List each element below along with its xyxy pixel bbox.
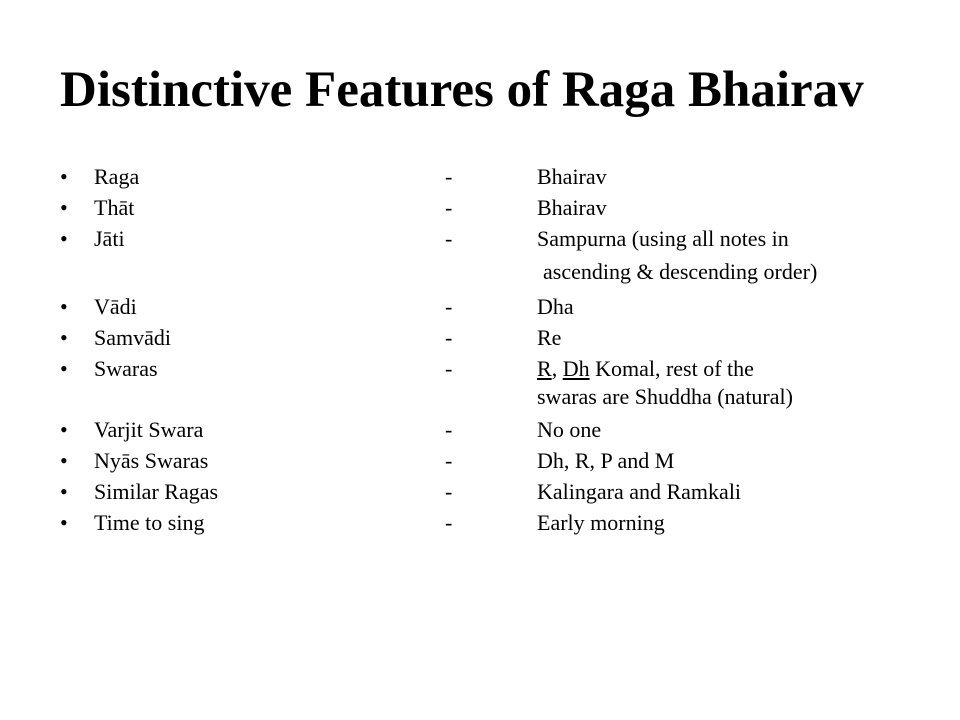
separator-dash: - — [445, 195, 453, 220]
separator-dash: - — [445, 356, 453, 381]
feature-value — [537, 354, 754, 384]
bullet-icon: • — [60, 226, 68, 251]
separator-dash: - — [445, 417, 453, 442]
feature-label: Swaras — [94, 356, 158, 381]
feature-label: Vādi — [94, 294, 137, 319]
feature-row-swaras — [0, 354, 960, 384]
feature-row-vadi — [0, 292, 960, 322]
bullet-icon: • — [60, 195, 68, 220]
feature-label: Nyās Swaras — [94, 448, 209, 473]
bullet-icon: • — [60, 417, 68, 442]
feature-value: Bhairav — [537, 164, 607, 189]
separator-dash: - — [445, 448, 453, 473]
bullet-icon: • — [60, 510, 68, 535]
bullet-icon: • — [60, 294, 68, 319]
separator-dash: - — [445, 226, 453, 251]
bullet-icon: • — [60, 164, 68, 189]
feature-label: Similar Ragas — [94, 479, 219, 504]
komal-swara-r: R — [537, 356, 552, 381]
feature-row-time-to-sing — [0, 508, 960, 538]
feature-row-raga — [0, 162, 960, 192]
feature-row-jati — [0, 224, 960, 254]
feature-value: Early morning — [537, 510, 665, 535]
separator-dash: - — [445, 164, 453, 189]
feature-row-similar-ragas — [0, 477, 960, 507]
komal-swara-dh: Dh — [562, 356, 590, 381]
feature-value-continuation: swaras are Shuddha (natural) — [537, 384, 793, 409]
slide-title: Distinctive Features of Raga Bhairav — [60, 62, 864, 118]
separator-dash: - — [445, 325, 453, 350]
bullet-icon: • — [60, 325, 68, 350]
feature-row-samvadi — [0, 323, 960, 353]
bullet-icon: • — [60, 479, 68, 504]
feature-value: Re — [537, 325, 562, 350]
separator-dash: - — [445, 294, 453, 319]
feature-value: Dh, R, P and M — [537, 448, 675, 473]
feature-value: Dha — [537, 294, 574, 319]
feature-label: Raga — [94, 164, 140, 189]
bullet-icon: • — [60, 448, 68, 473]
separator-dash: - — [445, 510, 453, 535]
feature-label: Jāti — [94, 226, 125, 251]
feature-row-that — [0, 193, 960, 223]
feature-value: No one — [537, 417, 602, 442]
separator-dash: - — [445, 479, 453, 504]
feature-label: Time to sing — [94, 510, 205, 535]
feature-row-nyas-swaras — [0, 446, 960, 476]
value-rest: Komal, rest of the — [589, 356, 754, 381]
feature-value: Kalingara and Ramkali — [537, 479, 742, 504]
feature-label: Samvādi — [94, 325, 171, 350]
value-comma: , — [551, 356, 563, 381]
bullet-icon: • — [60, 356, 68, 381]
feature-value-continuation: ascending & descending order) — [543, 259, 818, 284]
feature-label: Varjit Swara — [94, 417, 204, 442]
feature-value: Bhairav — [537, 195, 607, 220]
feature-label: Thāt — [94, 195, 135, 220]
feature-value: Sampurna (using all notes in — [537, 226, 789, 251]
feature-row-varjit-swara — [0, 415, 960, 445]
